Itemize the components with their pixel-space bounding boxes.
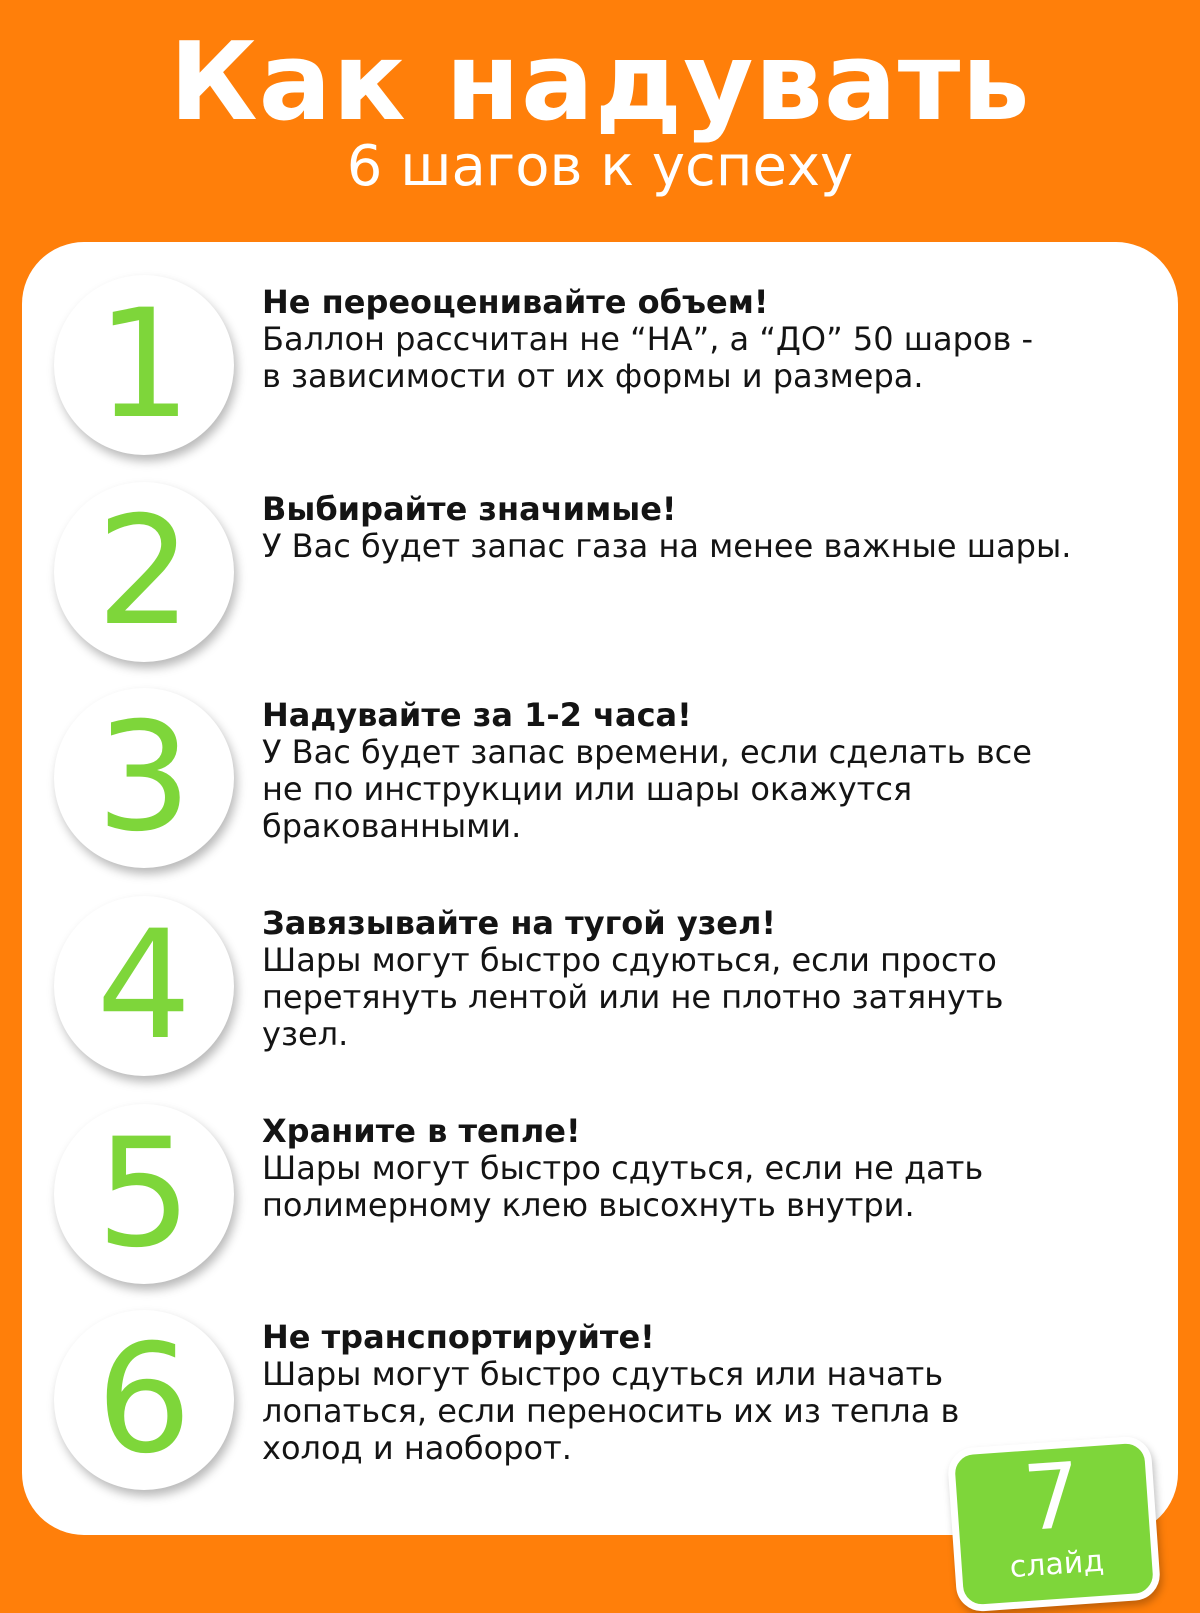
- step-description-line: Шары могут быстро сдуться, если не дать: [262, 1149, 984, 1187]
- slide-label: слайд: [1008, 1543, 1106, 1586]
- step-text: [262, 904, 1162, 1053]
- step-1: [22, 275, 1178, 475]
- step-number: 3: [96, 691, 192, 865]
- step-number: 2: [96, 485, 192, 659]
- step-description-line: холод и наоборот.: [262, 1429, 572, 1467]
- step-description-line: Баллон рассчитан не “НА”, а “ДО” 50 шаров -: [262, 320, 1034, 358]
- step-description-line: У Вас будет запас газа на менее важные шары.: [262, 527, 1072, 565]
- step-description-line: не по инструкции или шары окажутся: [262, 770, 913, 808]
- step-number: 4: [96, 899, 192, 1073]
- step-heading: Выбирайте значимые!: [262, 490, 677, 528]
- step-number-circle: [54, 896, 234, 1076]
- page-subtitle: 6 шагов к успеху: [346, 134, 854, 199]
- step-number-circle: [54, 482, 234, 662]
- page-title: Как надувать: [169, 20, 1031, 145]
- step-heading: Не транспортируйте!: [262, 1318, 655, 1356]
- step-number-circle: [54, 688, 234, 868]
- step-description-line: Шары могут быстро сдуться или начать: [262, 1355, 944, 1393]
- step-description-line: У Вас будет запас времени, если сделать все: [262, 733, 1032, 771]
- step-text: [262, 696, 1162, 845]
- step-number-circle: [54, 1104, 234, 1284]
- step-number: 5: [96, 1107, 192, 1281]
- slide-number: 7: [1019, 1443, 1085, 1552]
- step-3: [22, 688, 1178, 888]
- step-number-circle: [54, 275, 234, 455]
- step-text: [262, 283, 1162, 395]
- step-heading: Завязывайте на тугой узел!: [262, 904, 777, 942]
- step-description-line: перетянуть лентой или не плотно затянуть: [262, 978, 1004, 1016]
- step-number: 6: [96, 1313, 192, 1487]
- step-heading: Не переоценивайте объем!: [262, 283, 769, 321]
- step-description-line: Шары могут быстро сдуються, если просто: [262, 941, 997, 979]
- step-5: [22, 1104, 1178, 1304]
- header: [0, 0, 1200, 230]
- step-description-line: бракованными.: [262, 807, 522, 845]
- step-text: [262, 1112, 1162, 1224]
- step-number: 1: [96, 278, 192, 452]
- step-description-line: узел.: [262, 1015, 349, 1053]
- step-description-line: в зависимости от их формы и размера.: [262, 357, 924, 395]
- steps-card: [22, 242, 1178, 1535]
- step-description-line: полимерному клею высохнуть внутри.: [262, 1186, 915, 1224]
- step-4: [22, 896, 1178, 1096]
- step-heading: Храните в тепле!: [262, 1112, 581, 1150]
- step-description-line: лопаться, если переносить их из тепла в: [262, 1392, 960, 1430]
- slide-badge: [947, 1435, 1162, 1613]
- step-2: [22, 482, 1178, 682]
- step-text: [262, 490, 1162, 565]
- step-heading: Надувайте за 1-2 часа!: [262, 696, 692, 734]
- step-number-circle: [54, 1310, 234, 1490]
